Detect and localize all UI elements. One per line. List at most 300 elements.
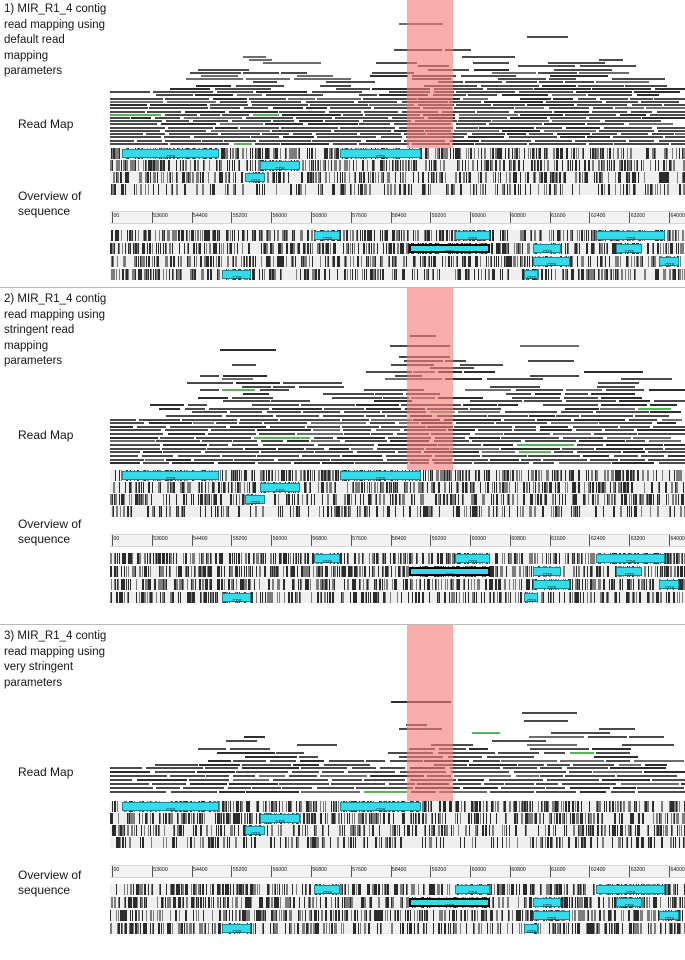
variation-tick (443, 230, 444, 241)
variation-tick (126, 579, 127, 590)
variation-tick (657, 269, 659, 280)
variation-tick (265, 566, 266, 577)
variation-tick (260, 470, 261, 481)
variation-tick (237, 470, 238, 481)
variation-tick (196, 184, 197, 195)
read-alignment (288, 98, 315, 100)
read-alignment (658, 130, 685, 132)
variation-tick (297, 243, 298, 254)
read-alignment (272, 130, 331, 132)
ruler-label: 57600 (352, 213, 367, 219)
variation-tick (629, 172, 630, 183)
variation-tick (657, 243, 659, 254)
variation-tick (538, 482, 539, 493)
panel-1-read-map[interactable] (110, 4, 685, 146)
variation-tick (678, 230, 679, 241)
variation-tick (198, 482, 199, 493)
variation-tick (195, 230, 196, 241)
variation-tick (228, 482, 229, 493)
variation-tick (631, 494, 632, 505)
read-alignment (232, 397, 273, 399)
read-alignment (218, 462, 255, 464)
variation-tick (681, 494, 682, 505)
variation-tick (512, 494, 514, 505)
variation-tick (230, 566, 231, 577)
variation-tick (221, 256, 222, 267)
variation-tick (152, 506, 153, 517)
panel-1-viz[interactable] (110, 0, 685, 287)
read-alignment (145, 459, 164, 461)
variation-tick (546, 470, 547, 481)
variation-tick (322, 184, 323, 195)
variation-tick (135, 230, 136, 241)
variation-tick (609, 160, 610, 171)
variation-tick (450, 148, 451, 159)
variation-tick (584, 172, 585, 183)
panel-2-consensus-track-2[interactable] (110, 482, 685, 493)
variation-tick (423, 172, 424, 183)
variation-tick (185, 160, 187, 171)
variation-tick (518, 160, 519, 171)
read-alignment (566, 400, 615, 402)
variation-tick (406, 256, 407, 267)
panel-2-overview-track-2[interactable] (110, 566, 685, 577)
panel-1-consensus-track-3[interactable] (110, 172, 685, 183)
read-alignment (482, 451, 516, 453)
variation-tick (587, 579, 588, 590)
variation-tick (453, 506, 454, 517)
variation-tick (398, 566, 400, 577)
read-alignment (170, 88, 209, 90)
variation-tick (322, 566, 323, 577)
read-alignment (293, 133, 311, 135)
variation-tick (386, 482, 388, 493)
variation-tick (340, 230, 341, 241)
variation-tick (590, 148, 591, 159)
variation-tick (215, 553, 217, 564)
variation-tick (601, 243, 602, 254)
variation-tick (669, 470, 670, 481)
variation-tick (652, 256, 653, 267)
variation-tick (591, 230, 592, 241)
variation-tick (682, 172, 683, 183)
variation-tick (298, 553, 299, 564)
variation-tick (446, 553, 447, 564)
variation-tick (239, 566, 240, 577)
read-alignment (149, 422, 192, 424)
read-alignment (540, 429, 572, 431)
variation-tick (298, 506, 299, 517)
variation-tick (156, 269, 157, 280)
variation-tick (445, 172, 446, 183)
read-alignment (488, 415, 528, 417)
variation-tick (530, 184, 531, 195)
variation-tick (321, 482, 322, 493)
variation-tick (409, 553, 411, 564)
variation-tick (559, 506, 560, 517)
variation-tick (232, 482, 233, 493)
variation-tick (291, 184, 292, 195)
panel-2-overview-track-1[interactable] (110, 553, 685, 564)
variation-tick (666, 566, 668, 577)
variation-tick (339, 256, 340, 267)
variation-tick (636, 506, 637, 517)
read-alignment (650, 114, 685, 116)
variation-tick (327, 148, 328, 159)
variation-tick (219, 243, 220, 254)
variation-tick (610, 482, 611, 493)
variation-tick (358, 184, 359, 195)
variation-tick (502, 269, 503, 280)
variation-tick (658, 482, 659, 493)
variation-tick (389, 243, 390, 254)
panel-1-overview-track-1[interactable] (110, 230, 685, 241)
variation-tick (312, 470, 313, 481)
panel-2-read-map[interactable] (110, 298, 685, 466)
read-alignment (552, 120, 600, 122)
read-alignment (619, 400, 650, 402)
variation-tick (674, 506, 675, 517)
variation-tick (510, 553, 512, 564)
read-alignment (172, 462, 214, 464)
panel-1-ruler (110, 211, 685, 224)
variation-tick (307, 566, 308, 577)
panel-2-overview-track-4[interactable] (110, 592, 685, 603)
read-alignment (359, 143, 409, 145)
variation-tick (458, 470, 459, 481)
variation-tick (393, 494, 394, 505)
variation-tick (246, 566, 247, 577)
variation-tick (293, 148, 294, 159)
variation-tick (211, 269, 212, 280)
read-alignment (607, 437, 631, 439)
variation-tick (493, 506, 494, 517)
read-alignment (515, 426, 536, 428)
read-alignment (657, 111, 684, 113)
variation-tick (344, 566, 346, 577)
read-alignment (577, 451, 621, 453)
variation-tick (202, 494, 203, 505)
variation-tick (128, 592, 129, 603)
variation-tick (396, 269, 397, 280)
variation-tick (360, 566, 361, 577)
read-alignment (244, 107, 268, 109)
variation-tick (568, 160, 569, 171)
read-alignment (638, 408, 671, 410)
read-alignment (550, 75, 609, 77)
read-alignment (143, 451, 162, 453)
variation-tick (130, 160, 131, 171)
variation-tick (230, 148, 231, 159)
variation-tick (492, 243, 493, 254)
read-alignment (190, 72, 241, 74)
panel-2-consensus-track-1[interactable] (110, 470, 685, 481)
variation-tick (189, 230, 190, 241)
variation-tick (578, 470, 580, 481)
read-alignment (316, 133, 357, 135)
variation-tick (166, 553, 168, 564)
variation-tick (229, 172, 230, 183)
variation-tick (588, 553, 589, 564)
variation-tick (337, 172, 338, 183)
variation-tick (214, 184, 215, 195)
variation-tick (544, 172, 545, 183)
variation-tick (170, 256, 172, 267)
variation-tick (187, 230, 188, 241)
panel-1-overview-track-2[interactable] (110, 243, 685, 254)
variation-tick (399, 184, 401, 195)
variation-tick (395, 566, 396, 577)
variation-tick (217, 506, 218, 517)
variation-tick (195, 269, 196, 280)
variation-tick (356, 160, 357, 171)
variation-tick (461, 184, 462, 195)
read-alignment (657, 127, 685, 129)
variation-tick (434, 172, 435, 183)
variation-tick (382, 269, 383, 280)
variation-tick (147, 243, 148, 254)
read-alignment (370, 75, 408, 77)
variation-tick (638, 256, 639, 267)
read-alignment (359, 94, 377, 96)
variation-tick (275, 553, 276, 564)
panel-2-overview-track-3[interactable] (110, 579, 685, 590)
variation-tick (366, 184, 367, 195)
read-alignment (249, 59, 272, 61)
read-alignment (556, 415, 579, 417)
variation-tick (606, 243, 607, 254)
variation-tick (478, 148, 479, 159)
variation-tick (594, 553, 595, 564)
variation-tick (609, 256, 610, 267)
variation-tick (273, 566, 274, 577)
read-alignment (576, 91, 632, 93)
variation-tick (415, 256, 416, 267)
panel-1-consensus-track-1[interactable] (110, 148, 685, 159)
panel-1-overview-track-3[interactable] (110, 256, 685, 267)
variation-tick (259, 269, 260, 280)
variation-tick (113, 482, 114, 493)
read-alignment (493, 104, 525, 106)
variation-tick (518, 184, 519, 195)
variation-tick (355, 172, 356, 183)
read-alignment (454, 426, 513, 428)
variation-tick (270, 230, 271, 241)
variation-tick (129, 243, 130, 254)
variation-tick (496, 482, 497, 493)
variation-tick (502, 184, 504, 195)
variation-tick (384, 579, 385, 590)
variation-tick (135, 256, 136, 267)
variation-tick (501, 256, 502, 267)
variation-tick (605, 256, 606, 267)
variation-tick (514, 172, 516, 183)
variation-tick (229, 243, 230, 254)
variation-tick (555, 269, 556, 280)
variation-tick (495, 553, 496, 564)
variation-tick (613, 579, 614, 590)
variation-tick (383, 566, 384, 577)
variation-tick (172, 230, 173, 241)
variation-tick (402, 243, 404, 254)
panel-1-readmap-label: Read Map (18, 117, 74, 131)
variation-tick (499, 470, 500, 481)
read-alignment (554, 451, 573, 453)
read-alignment (303, 411, 340, 413)
read-alignment (259, 433, 296, 435)
variation-tick (416, 553, 417, 564)
variation-tick (399, 494, 400, 505)
variation-tick (592, 160, 593, 171)
variation-tick (428, 470, 429, 481)
variation-tick (657, 566, 658, 577)
variation-tick (270, 566, 271, 577)
panel-2-consensus-track-3[interactable] (110, 494, 685, 505)
variation-tick (383, 553, 384, 564)
variation-tick (228, 172, 229, 183)
read-alignment (294, 78, 351, 80)
read-alignment (162, 448, 206, 450)
variation-tick (221, 172, 223, 183)
variation-tick (486, 470, 487, 481)
variation-tick (577, 256, 578, 267)
variation-tick (383, 243, 384, 254)
variation-tick (563, 230, 564, 241)
variation-tick (395, 269, 396, 280)
variation-tick (428, 172, 429, 183)
variation-tick (563, 172, 564, 183)
variation-tick (200, 506, 201, 517)
ruler-label: 56800 (312, 213, 327, 219)
variation-tick (516, 243, 517, 254)
variation-tick (633, 172, 635, 183)
cds-label: CDS (626, 559, 636, 564)
variation-tick (626, 256, 628, 267)
read-alignment (612, 78, 666, 80)
variation-tick (295, 148, 297, 159)
read-alignment (313, 429, 340, 431)
variation-tick (264, 566, 265, 577)
variation-tick (131, 506, 132, 517)
variation-tick (369, 243, 370, 254)
variation-tick (403, 506, 404, 517)
read-alignment (355, 462, 408, 464)
variation-tick (436, 494, 437, 505)
variation-tick (622, 579, 623, 590)
variation-tick (292, 230, 293, 241)
variation-tick (680, 243, 682, 254)
variation-tick (535, 160, 536, 171)
read-alignment (357, 451, 395, 453)
panel-2-consensus-track-4[interactable] (110, 506, 685, 517)
read-alignment (528, 360, 575, 362)
variation-tick (174, 256, 175, 267)
variation-tick (605, 470, 606, 481)
variation-tick (331, 482, 332, 493)
variation-tick (113, 172, 115, 183)
variation-tick (320, 243, 321, 254)
read-alignment (345, 440, 386, 442)
variation-tick (318, 470, 320, 481)
variation-tick (378, 172, 379, 183)
panel-1-overview-track-4[interactable] (110, 269, 685, 280)
variation-tick (638, 579, 639, 590)
read-alignment (665, 136, 685, 138)
variation-tick (565, 482, 566, 493)
variation-tick (364, 243, 365, 254)
variation-tick (530, 148, 531, 159)
variation-tick (404, 184, 406, 195)
variation-tick (595, 506, 597, 517)
read-alignment (662, 419, 682, 421)
variation-tick (364, 172, 365, 183)
variation-tick (451, 470, 452, 481)
variation-tick (598, 184, 599, 195)
variation-tick (162, 230, 163, 241)
read-alignment (168, 127, 212, 129)
variation-tick (666, 553, 667, 564)
variation-tick (424, 579, 425, 590)
variation-tick (173, 553, 174, 564)
variation-tick (283, 230, 284, 241)
variation-tick (563, 566, 565, 577)
read-alignment (351, 448, 373, 450)
panel-1-consensus-track-4[interactable] (110, 184, 685, 195)
variation-tick (320, 160, 321, 171)
variation-tick (337, 256, 338, 267)
variation-tick (139, 494, 140, 505)
read-alignment (110, 133, 143, 135)
read-alignment (496, 422, 547, 424)
variation-tick (318, 269, 320, 280)
variation-tick (353, 230, 354, 241)
variation-tick (184, 482, 185, 493)
variation-tick (393, 553, 395, 564)
variation-tick (439, 148, 440, 159)
read-alignment (255, 143, 280, 145)
variation-tick (194, 256, 195, 267)
variation-tick (252, 269, 254, 280)
variation-tick (442, 256, 443, 267)
variation-tick (313, 566, 314, 577)
variation-tick (420, 256, 421, 267)
variation-tick (666, 592, 667, 603)
variation-tick (395, 482, 396, 493)
variation-tick (440, 553, 441, 564)
variation-tick (462, 494, 463, 505)
variation-tick (280, 269, 281, 280)
panel-2-viz[interactable] (110, 288, 685, 624)
variation-tick (337, 566, 338, 577)
read-alignment (178, 455, 219, 457)
variation-tick (662, 566, 663, 577)
variation-tick (138, 230, 139, 241)
variation-tick (465, 470, 466, 481)
variation-tick (280, 506, 281, 517)
variation-tick (460, 148, 461, 159)
variation-tick (254, 579, 255, 590)
read-alignment (621, 378, 672, 380)
panel-1-consensus-track-2[interactable] (110, 160, 685, 171)
variation-tick (112, 494, 113, 505)
variation-tick (547, 148, 548, 159)
variation-tick (134, 160, 135, 171)
read-alignment (473, 62, 508, 64)
read-alignment (110, 440, 155, 442)
cds-label: CDS (547, 585, 557, 590)
variation-tick (672, 243, 673, 254)
variation-tick (513, 470, 514, 481)
